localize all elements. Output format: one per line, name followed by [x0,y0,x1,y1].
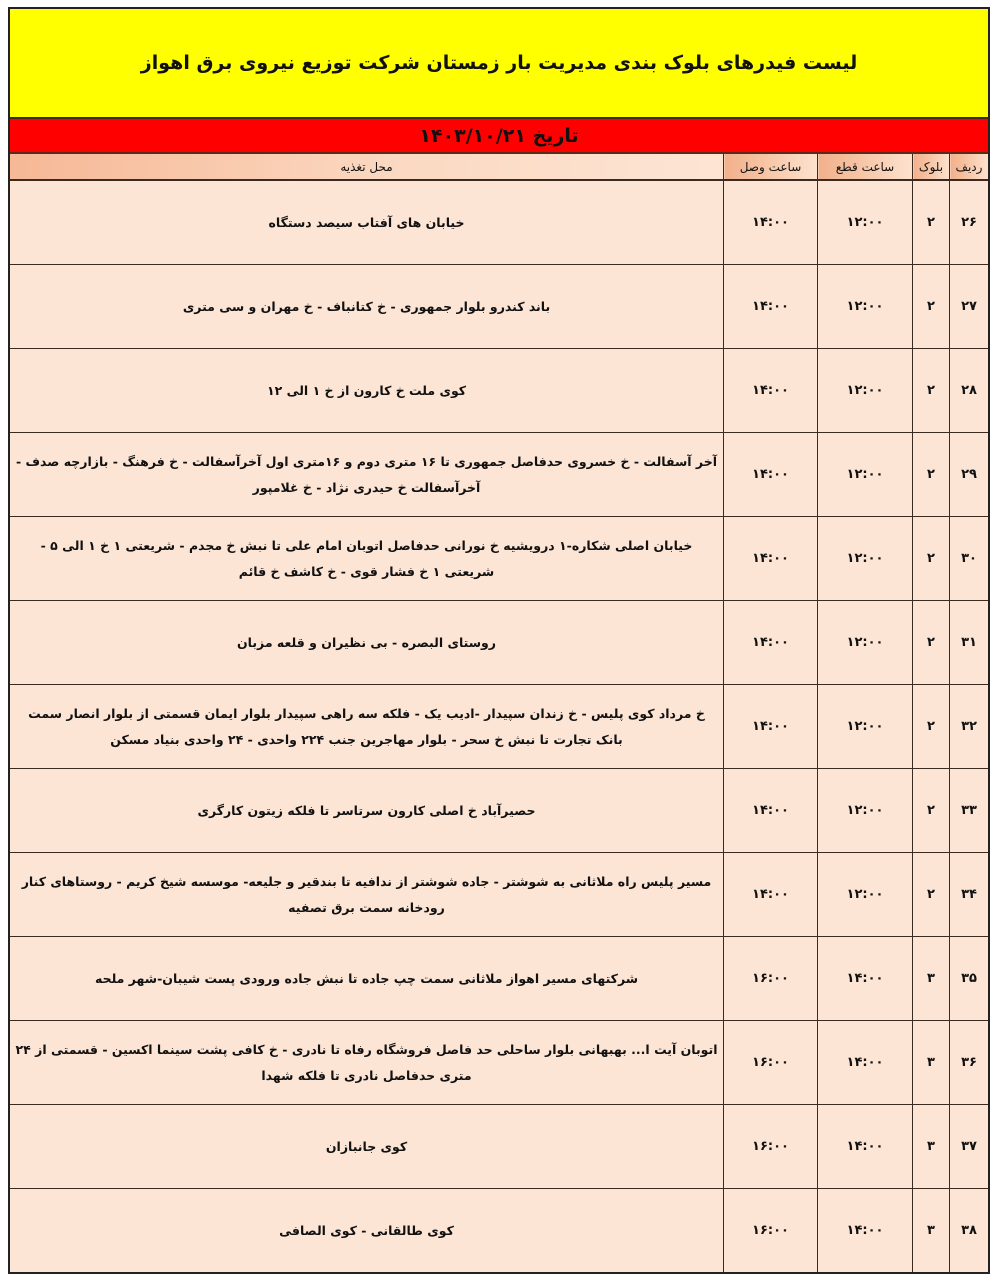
table-row [10,685,988,769]
block-number: ۲ [913,601,950,685]
table-row [10,601,988,685]
block-number: ۳ [913,1189,950,1273]
row-number: ۳۸ [950,1189,989,1273]
row-number: ۲۹ [950,433,989,517]
connect-time: ۱۶:۰۰ [724,1105,818,1189]
feed-location: شرکتهای مسیر اهواز ملاثانی سمت چپ جاده تا نبش جاده ورودی پست شیبان-شهر ملحه [10,937,724,1021]
cut-time: ۱۲:۰۰ [818,265,913,349]
feed-location: باند کندرو بلوار جمهوری - خ کتانباف - خ مهران و سی متری [10,265,724,349]
connect-time: ۱۴:۰۰ [724,769,818,853]
cut-time: ۱۲:۰۰ [818,349,913,433]
connect-time: ۱۴:۰۰ [724,517,818,601]
block-number: ۲ [913,349,950,433]
row-number: ۳۷ [950,1105,989,1189]
feed-location: کوی ملت خ کارون از خ ۱ الی ۱۲ [10,349,724,433]
cut-time: ۱۲:۰۰ [818,685,913,769]
column-header-cut-time: ساعت قطع [818,154,913,180]
row-number: ۳۳ [950,769,989,853]
block-number: ۳ [913,937,950,1021]
table-header-row [10,154,988,180]
connect-time: ۱۴:۰۰ [724,349,818,433]
block-number: ۲ [913,853,950,937]
blackout-schedule-sheet [8,7,990,1274]
row-number: ۳۶ [950,1021,989,1105]
feed-location: خیابان های آفتاب سیصد دستگاه [10,180,724,265]
block-number: ۲ [913,265,950,349]
block-number: ۲ [913,769,950,853]
block-number: ۲ [913,517,950,601]
connect-time: ۱۶:۰۰ [724,1189,818,1273]
table-row [10,265,988,349]
block-number: ۲ [913,180,950,265]
table-row [10,517,988,601]
row-number: ۲۷ [950,265,989,349]
connect-time: ۱۴:۰۰ [724,853,818,937]
cut-time: ۱۲:۰۰ [818,517,913,601]
table-row [10,180,988,265]
column-header-location: محل تغذیه [10,154,724,180]
feed-location: مسیر پلیس راه ملاثانی به شوشتر - جاده شوشتر از ندافیه تا بندقیر و جلیعه- موسسه شیخ کریم - روستاهای کنار رودخانه سمت برق تصفیه [10,853,724,937]
table-row [10,769,988,853]
cut-time: ۱۲:۰۰ [818,601,913,685]
feed-location: حصیرآباد خ اصلی کارون سرتاسر تا فلکه زیتون کارگری [10,769,724,853]
connect-time: ۱۴:۰۰ [724,433,818,517]
document-title: لیست فیدرهای بلوک بندی مدیریت بار زمستان شرکت توزیع نیروی برق اهواز [10,9,988,119]
cut-time: ۱۲:۰۰ [818,769,913,853]
block-number: ۳ [913,1021,950,1105]
cut-time: ۱۲:۰۰ [818,433,913,517]
row-number: ۳۰ [950,517,989,601]
table-row [10,853,988,937]
cut-time: ۱۴:۰۰ [818,1189,913,1273]
row-number: ۳۱ [950,601,989,685]
table-row [10,1189,988,1273]
cut-time: ۱۴:۰۰ [818,937,913,1021]
row-number: ۲۸ [950,349,989,433]
schedule-date: تاریخ ۱۴۰۳/۱۰/۲۱ [10,119,988,154]
row-number: ۳۲ [950,685,989,769]
feed-location: خ مرداد کوی پلیس - خ زندان سپیدار -ادیب یک - فلکه سه راهی سپیدار بلوار ایمان قسمتی از بلوار انصار سمت بانک تجارت تا نبش خ سحر - بلوار مهاجرین جنب ۲۲۴ واحدی - ۲۴ واحدی بنیاد مسکن [10,685,724,769]
column-header-radif: ردیف [950,154,989,180]
cut-time: ۱۲:۰۰ [818,853,913,937]
feed-location: آخر آسفالت - خ خسروی حدفاصل جمهوری تا ۱۶ متری دوم و ۱۶متری اول آخرآسفالت - خ فرهنگ - بازارچه صدف - آخرآسفالت خ حیدری نژاد - خ غلامپور [10,433,724,517]
connect-time: ۱۶:۰۰ [724,1021,818,1105]
block-number: ۲ [913,433,950,517]
table-row [10,937,988,1021]
feed-location: روستای البصره - بی نظیران و قلعه مزبان [10,601,724,685]
cut-time: ۱۲:۰۰ [818,180,913,265]
column-header-block: بلوک [913,154,950,180]
feed-location: اتوبان آیت ا... بهبهانی بلوار ساحلی حد فاصل فروشگاه رفاه تا نادری - خ کافی پشت سینما اکسین - قسمتی از ۲۴ متری حدفاصل نادری تا فلکه شهدا [10,1021,724,1105]
cut-time: ۱۴:۰۰ [818,1105,913,1189]
feed-location: کوی جانبازان [10,1105,724,1189]
table-row [10,1021,988,1105]
block-number: ۲ [913,685,950,769]
table-row [10,1105,988,1189]
connect-time: ۱۴:۰۰ [724,601,818,685]
row-number: ۲۶ [950,180,989,265]
connect-time: ۱۴:۰۰ [724,180,818,265]
connect-time: ۱۴:۰۰ [724,685,818,769]
block-number: ۳ [913,1105,950,1189]
row-number: ۳۴ [950,853,989,937]
feed-location: خیابان اصلی شکاره-۱ درویشیه خ نورانی حدفاصل اتوبان امام علی تا نبش خ مجدم - شریعتی ۱ خ ۱ الی ۵ - شریعتی ۱ خ فشار قوی - خ کاشف خ قائم [10,517,724,601]
table-row [10,349,988,433]
row-number: ۳۵ [950,937,989,1021]
connect-time: ۱۴:۰۰ [724,265,818,349]
feeder-schedule-table [10,154,988,1272]
cut-time: ۱۴:۰۰ [818,1021,913,1105]
connect-time: ۱۶:۰۰ [724,937,818,1021]
column-header-connect-time: ساعت وصل [724,154,818,180]
table-row [10,433,988,517]
feed-location: کوی طالقانی - کوی الصافی [10,1189,724,1273]
